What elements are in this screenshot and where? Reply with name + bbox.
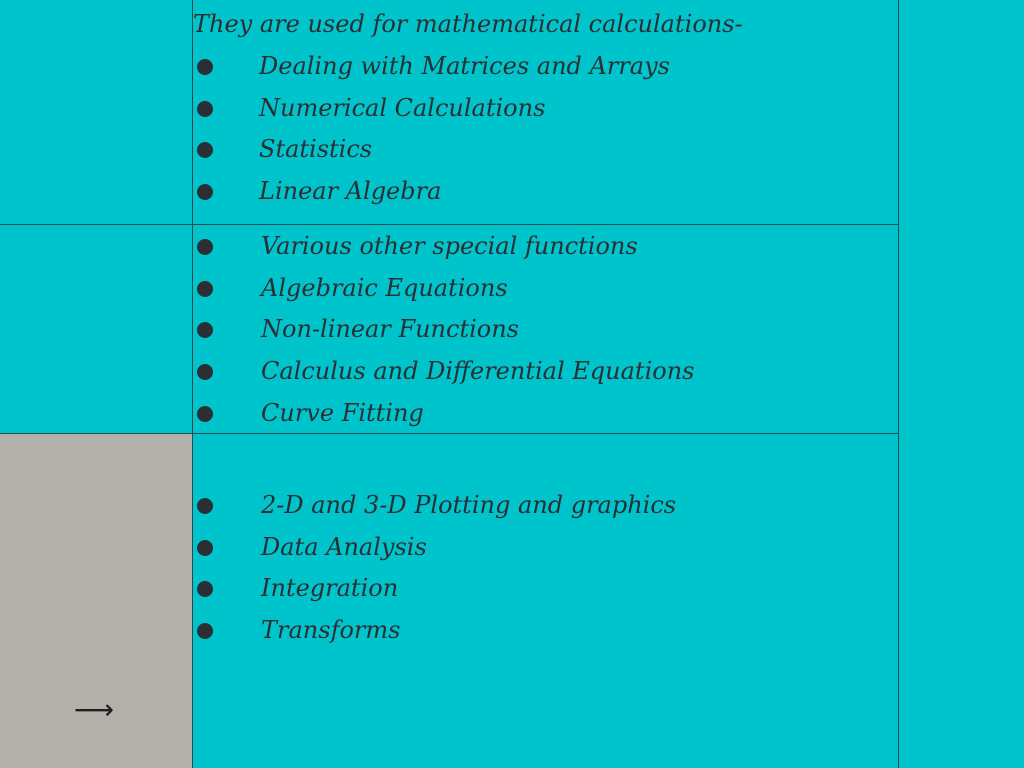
right-arrow-icon[interactable]: ⟶ — [74, 693, 115, 726]
bullet-icon — [197, 623, 213, 639]
row-divider-2 — [0, 433, 898, 434]
list-item-text: Calculus and Differential Equations — [261, 357, 695, 386]
list-item-text: Various other special functions — [261, 232, 638, 260]
bullet-icon — [197, 239, 213, 255]
list-item-text: Numerical Calculations — [259, 93, 546, 122]
bullet-icon — [197, 281, 213, 297]
list-item-text: Algebraic Equations — [261, 273, 508, 302]
bullet-icon — [197, 101, 213, 117]
intro-text: They are used for mathematical calculations- — [193, 10, 743, 38]
bullet-icon — [197, 59, 213, 75]
list-item-text: 2-D and 3-D Plotting and graphics — [261, 491, 677, 519]
list-item-text: Data Analysis — [261, 532, 427, 561]
bullet-icon — [197, 406, 213, 422]
bullet-icon — [197, 322, 213, 338]
column-divider-left — [192, 0, 193, 768]
list-item-text: Statistics — [259, 135, 373, 164]
list-item-text: Dealing with Matrices and Arrays — [259, 52, 670, 80]
row-divider-1 — [0, 224, 898, 225]
list-item-text: Non-linear Functions — [261, 315, 519, 344]
list-item-text: Integration — [261, 574, 399, 603]
list-item-text: Transforms — [261, 616, 401, 645]
bullet-icon — [197, 142, 213, 158]
bullet-icon — [197, 184, 213, 200]
list-item-text: Curve Fitting — [261, 398, 424, 427]
list-item-text: Linear Algebra — [259, 177, 442, 206]
bullet-icon — [197, 540, 213, 556]
bullet-icon — [197, 364, 213, 380]
column-divider-right — [898, 0, 899, 768]
bullet-icon — [197, 581, 213, 597]
bullet-icon — [197, 498, 213, 514]
